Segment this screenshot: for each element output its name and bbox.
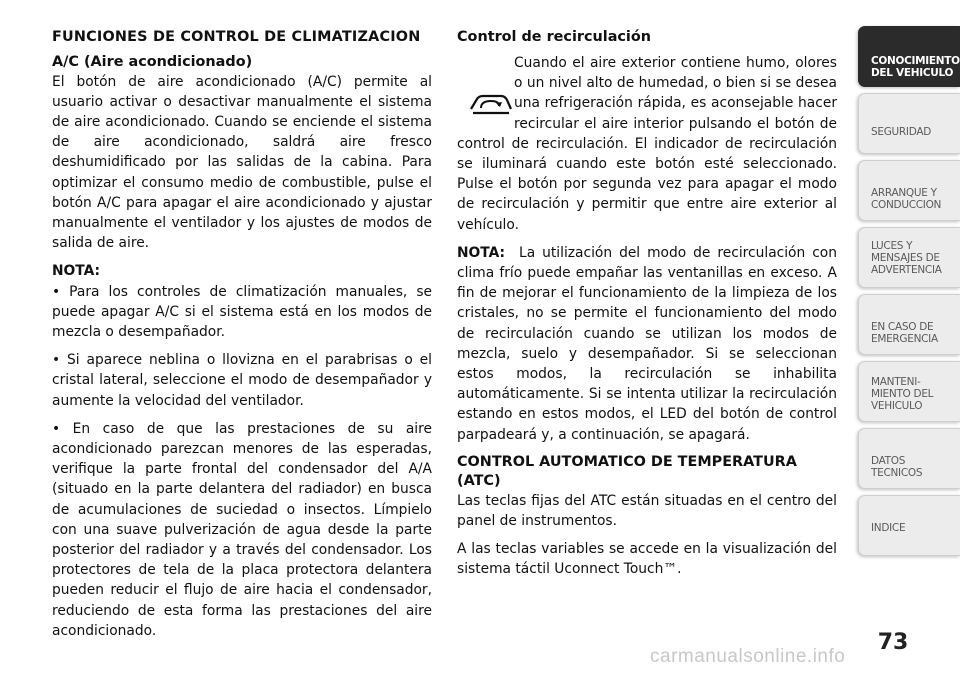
recirc-paragraph: Cuando el aire exterior contiene humo, olores o un nivel alto de humedad, o bien si se desea una refrigeración rápida, es aconsejable hacer recircular el aire interior pulsando el botón de control de recirculación. El indicador de recirculación se iluminará cuando este botón esté seleccionado. Pulse el botón por segunda vez para apagar el modo de recirculación y permitir que entre aire exterior al vehículo. xyxy=(457,55,837,233)
atc-paragraph-2: A las teclas variables se accede en la visualización del sistema táctil Uconnect Touch™. xyxy=(457,541,837,578)
tab-arranque-y-conduccion[interactable]: ARRANQUE Y CONDUCCION xyxy=(858,160,960,221)
watermark: carmanualsonline.info xyxy=(650,646,846,667)
note-paragraph: NOTA: La utilización del modo de recirculación con clima frío puede empañar las ventanillas en exceso. A fin de mejorar el funcionamiento de la limpieza de los cristales, no se permite el funcionamiento del modo de recirculación cuando se utilizan los modos de mezcla, suelo y desempañador. Si se seleccionan estos modos, la recirculación se inhabilita automáticamente. Si se intenta utilizar la recirculación estando en estos modos, el LED del botón de control parpadeará y, a continuación, se apagará. xyxy=(457,244,837,443)
recirculation-icon xyxy=(467,89,515,119)
chapter-tabs xyxy=(858,26,960,562)
ac-title: A/C (Aire acondicionado) xyxy=(52,53,253,70)
bullet-1: • Para los controles de climatización manuales, se puede apagar A/C si el sistema está en los modos de mezcla o desempañador. xyxy=(52,283,432,340)
tab-mantenimiento[interactable]: MANTENI- MIENTO DEL VEHICULO xyxy=(858,361,960,422)
section-heading: FUNCIONES DE CONTROL DE CLIMATIZACION xyxy=(52,29,421,45)
recirc-title: Control de recirculación xyxy=(457,29,651,45)
bullet-3: • En caso de que las prestaciones de su aire acondicionado parezcan menores de las esperadas, verifique la parte frontal del condensador del A/A (situado en la parte delantera del radiador) en busca de acumulaciones de suciedad o insectos. Límpielo con una suave pulverización de agua desde la parte posterior del radiador y a través del condensador. Los protectores de tela de la placa protectora delantera pueden reducir el flujo de aire hacia el condensador, reduciendo de esta forma las prestaciones del aire acondicionado. xyxy=(52,420,432,639)
tab-seguridad[interactable]: SEGURIDAD xyxy=(858,93,960,154)
recirc-block xyxy=(457,53,837,235)
atc-paragraph-1: Las teclas fijas del ATC están situadas en el centro del panel de instrumentos. xyxy=(457,492,837,530)
atc-heading: CONTROL AUTOMATICO DE TEMPERATURA (ATC) xyxy=(457,453,797,489)
note-label: NOTA: xyxy=(52,263,101,280)
tab-conocimiento-del-vehiculo[interactable]: CONOCIMIENTO DEL VEHICULO xyxy=(858,26,960,87)
tab-indice[interactable]: INDICE xyxy=(858,495,960,556)
ac-paragraph: El botón de aire acondicionado (A/C) permite al usuario activar o desactivar manualmente el sistema de aire acondicionado. Cuando se enciende el sistema de aire acondicionado, saldrá aire fresco deshumidificado por las salidas de la cabina. Para optimizar el consumo medio de combustible, pulse el botón A/C para apagar el aire acondicionado y ajustar manualmente el ventilador y los ajustes de modos de salida de aire. xyxy=(52,73,432,252)
note-label-right: NOTA: xyxy=(457,244,506,261)
page-number: 73 xyxy=(877,630,909,655)
tab-en-caso-de-emergencia[interactable]: EN CASO DE EMERGENCIA xyxy=(858,294,960,355)
bullet-2: • Si aparece neblina o llovizna en el parabrisas o el cristal lateral, seleccione el modo de desempañador y aumente la velocidad del ventilador. xyxy=(52,352,432,409)
left-column xyxy=(52,28,432,641)
tab-datos-tecnicos[interactable]: DATOS TECNICOS xyxy=(858,428,960,489)
tab-luces-y-mensajes[interactable]: LUCES Y MENSAJES DE ADVERTENCIA xyxy=(858,227,960,288)
right-column xyxy=(457,28,837,580)
